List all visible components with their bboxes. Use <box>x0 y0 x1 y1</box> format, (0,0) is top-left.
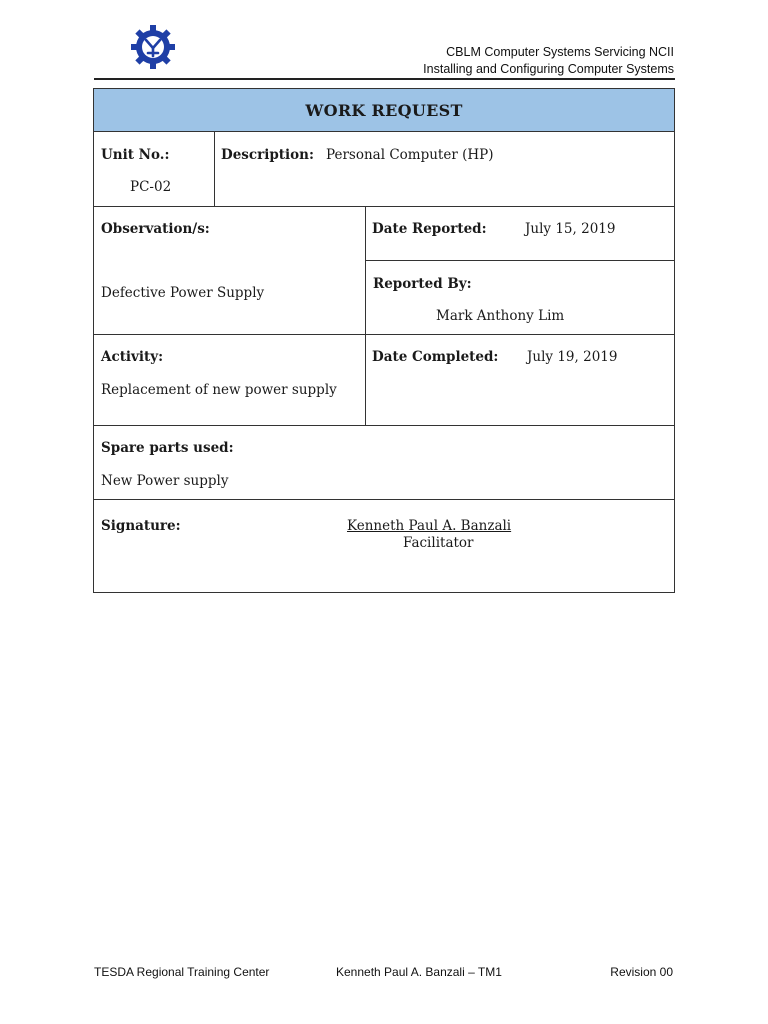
tesda-logo-icon <box>129 23 177 71</box>
date-reported-value: July 15, 2019 <box>525 221 616 237</box>
form-title: WORK REQUEST <box>94 89 674 132</box>
unit-no-value: PC-02 <box>130 179 172 195</box>
row-divider-3 <box>94 425 674 426</box>
col-divider-unit <box>214 132 215 206</box>
signature-label: Signature: <box>101 518 181 534</box>
work-request-form <box>93 88 675 593</box>
row-divider-1 <box>94 206 674 207</box>
footer-institution: TESDA Regional Training Center <box>94 965 270 979</box>
date-completed-label: Date Completed: <box>372 349 499 365</box>
date-completed-value: July 19, 2019 <box>527 349 618 365</box>
header-course-title: CBLM Computer Systems Servicing NCII <box>446 45 674 59</box>
footer-author: Kenneth Paul A. Banzali – TM1 <box>336 965 502 979</box>
header-divider <box>94 78 675 80</box>
row-divider-4 <box>94 499 674 500</box>
date-reported-label: Date Reported: <box>372 221 487 237</box>
unit-no-label: Unit No.: <box>101 147 170 163</box>
row-divider-2 <box>94 334 674 335</box>
observation-label: Observation/s: <box>101 221 210 237</box>
reported-by-value: Mark Anthony Lim <box>436 308 565 324</box>
observation-value: Defective Power Supply <box>101 285 265 301</box>
signature-name: Kenneth Paul A. Banzali <box>347 518 512 534</box>
right-col-divider <box>366 260 674 261</box>
description-value: Personal Computer (HP) <box>326 147 494 163</box>
footer-revision: Revision 00 <box>610 965 673 979</box>
header-module-title: Installing and Configuring Computer Systems <box>423 62 674 76</box>
reported-by-label: Reported By: <box>373 276 472 292</box>
activity-value: Replacement of new power supply <box>101 382 337 398</box>
col-divider-main <box>365 206 366 425</box>
signature-role: Facilitator <box>403 535 474 551</box>
document-header <box>423 44 674 78</box>
spare-parts-label: Spare parts used: <box>101 440 234 456</box>
activity-label: Activity: <box>101 349 164 365</box>
description-label: Description: <box>221 147 314 163</box>
spare-parts-value: New Power supply <box>101 473 229 489</box>
